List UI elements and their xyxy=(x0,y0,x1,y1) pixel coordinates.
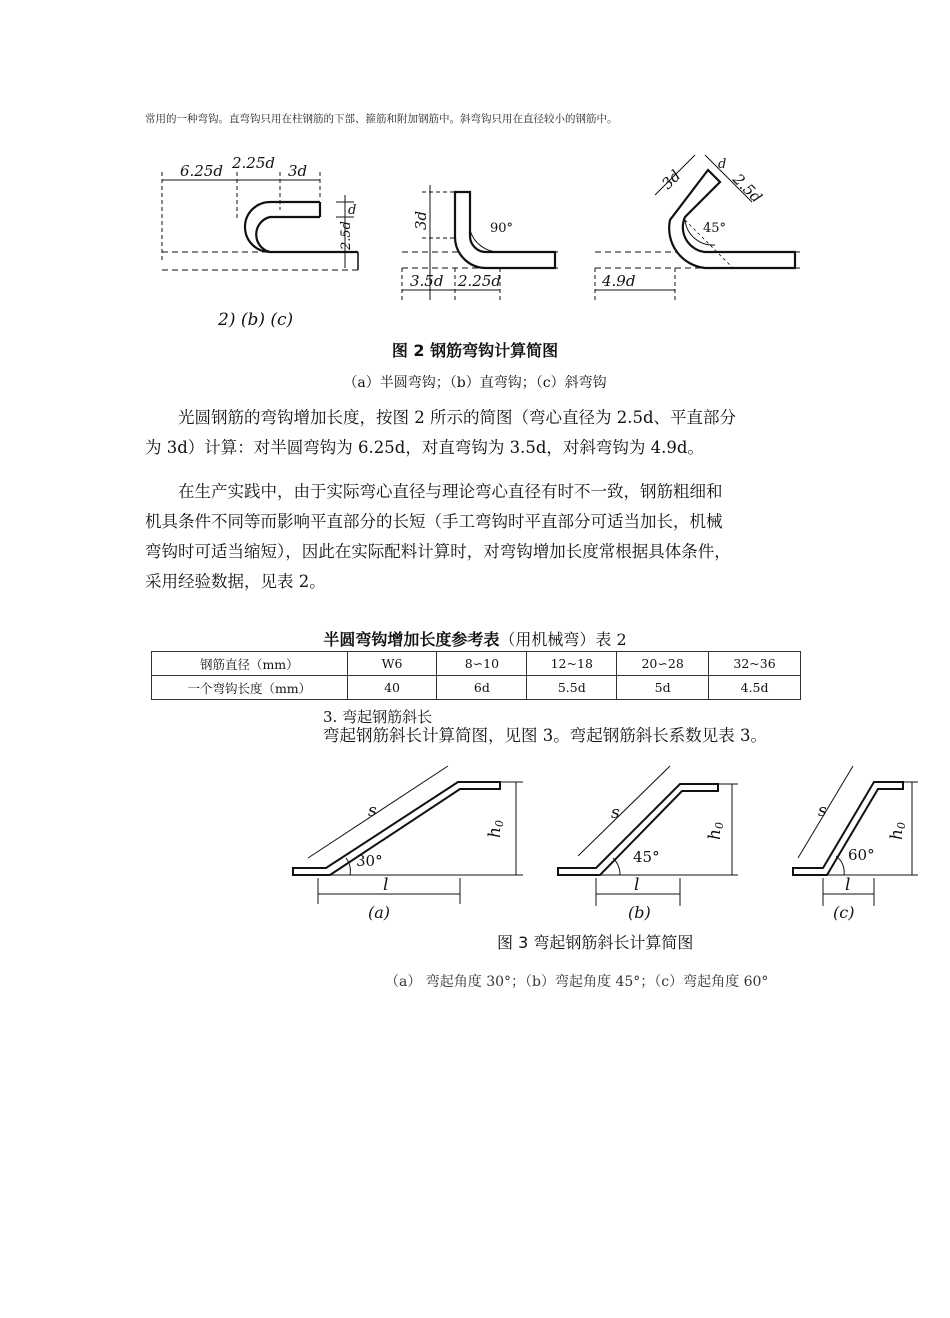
figure-2-title: 图 2 钢筋弯钩计算简图 xyxy=(391,341,559,360)
label-b-35d: 3.5d xyxy=(410,272,444,290)
table-cell: 8∽10 xyxy=(437,652,527,676)
paragraph-2-line-4: 采用经验数据，见表 2。 xyxy=(145,572,326,591)
fig3-c-s-label: s xyxy=(818,801,827,821)
paragraph-1-line-1: 光圆钢筋的弯钩增加长度，按图 2 所示的简图（弯心直径为 2.5d、平直部分 xyxy=(178,408,737,427)
fig3-c-angle-label: 60° xyxy=(848,846,875,864)
fig3-b-angle-label: 45° xyxy=(633,848,660,866)
table-cell: 40 xyxy=(347,676,437,700)
section-3-text: 弯起钢筋斜长计算简图，见图 3。弯起钢筋斜长系数见表 3。 xyxy=(323,726,767,745)
fig3-c-h-sub: 0 xyxy=(895,822,908,830)
fig3-a-angle-label: 30° xyxy=(356,852,383,870)
paragraph-2-line-1: 在生产实践中，由于实际弯心直径与理论弯心直径有时不一致，钢筋粗细和 xyxy=(178,482,723,501)
fig3-a-h-main: h xyxy=(485,827,505,838)
label-c-3d: 3d xyxy=(658,166,685,193)
fig3-c-h-main: h xyxy=(887,829,907,840)
label-b-225d: 2.25d xyxy=(458,272,502,290)
fig3-b-sub-label: (b) xyxy=(628,903,651,922)
label-a-25d: 2.5d xyxy=(339,221,354,250)
figure-2-sub-labels: 2) (b) (c) xyxy=(218,310,294,330)
table-cell: 12~18 xyxy=(527,652,617,676)
table-cell: 20∽28 xyxy=(617,652,709,676)
table-2-title-bold: 半圆弯钩增加长度参考表 xyxy=(323,630,500,649)
fig3-a-h-label xyxy=(485,820,506,838)
table-cell: 5d xyxy=(617,676,709,700)
table-cell: 钢筋直径（mm） xyxy=(152,652,348,676)
fig3-b-s-label: s xyxy=(611,803,620,823)
figure-2-hooks xyxy=(140,150,820,310)
fig3-b-l-label: l xyxy=(634,875,640,895)
figure-3-bent-bars xyxy=(288,758,950,928)
hook-a-diagram xyxy=(162,172,360,270)
fig3-c-h-label xyxy=(887,822,908,840)
paragraph-2 xyxy=(145,477,825,597)
fig3-a-h-sub: 0 xyxy=(493,820,506,828)
label-a-d: d xyxy=(348,203,357,218)
table-row xyxy=(152,652,801,676)
table-cell: 一个弯钩长度（mm） xyxy=(152,676,348,700)
table-2-title xyxy=(0,627,950,650)
figure-3-title: 图 3 弯起钢筋斜长计算简图 xyxy=(497,933,694,952)
figure-3-caption: （a） 弯起角度 30°；（b）弯起角度 45°；（c）弯起角度 60° xyxy=(385,974,769,990)
table-cell: 4.5d xyxy=(709,676,801,700)
fig3-b-h-main: h xyxy=(705,829,725,840)
paragraph-2-line-2: 机具条件不同等而影响平直部分的长短（手工弯钩时平直部分可适当加长，机械 xyxy=(145,512,723,531)
paragraph-2-line-3: 弯钩时可适当缩短），因此在实际配料计算时，对弯钩增加长度常根据具体条件， xyxy=(145,542,731,561)
label-b-angle: 90° xyxy=(490,221,514,236)
table-2 xyxy=(151,651,801,700)
fig3-b-h-label xyxy=(705,822,726,840)
label-c-angle: 45° xyxy=(703,221,727,236)
label-c-25d: 2.5d xyxy=(729,170,766,207)
label-c-d: d xyxy=(718,157,727,172)
figure-2-caption: （a）半圆弯钩；（b）直弯钩；（c）斜弯钩 xyxy=(343,375,607,391)
table-cell: W6 xyxy=(347,652,437,676)
table-cell: 6d xyxy=(437,676,527,700)
table-cell: 32~36 xyxy=(709,652,801,676)
label-b-3d: 3d xyxy=(412,210,430,230)
table-cell: 5.5d xyxy=(527,676,617,700)
label-c-49d: 4.9d xyxy=(602,272,636,290)
paragraph-1 xyxy=(145,403,825,463)
intro-line: 常用的一种弯钩。直弯钩只用在柱钢筋的下部、箍筋和附加钢筋中。斜弯钩只用在直径较小的钢筋中。 xyxy=(145,113,618,125)
table-2-title-rest: （用机械弯）表 2 xyxy=(499,630,627,649)
label-a-225d: 2.25d xyxy=(232,154,276,172)
fig3-a-s-label: s xyxy=(368,801,377,821)
fig3-c-l-label: l xyxy=(845,875,851,895)
label-a-625d: 6.25d xyxy=(180,162,224,180)
fig3-b-h-sub: 0 xyxy=(713,822,726,830)
paragraph-1-line-2: 为 3d）计算：对半圆弯钩为 6.25d，对直弯钩为 3.5d，对斜弯钩为 4.9d。 xyxy=(145,438,704,457)
section-3-heading: 3. 弯起钢筋斜长 xyxy=(323,708,433,726)
fig3-a-sub-label: (a) xyxy=(368,903,391,922)
fig3-a-l-label: l xyxy=(383,875,389,895)
table-row xyxy=(152,676,801,700)
fig3-c-sub-label: (c) xyxy=(833,903,855,922)
label-a-3d: 3d xyxy=(288,162,308,180)
